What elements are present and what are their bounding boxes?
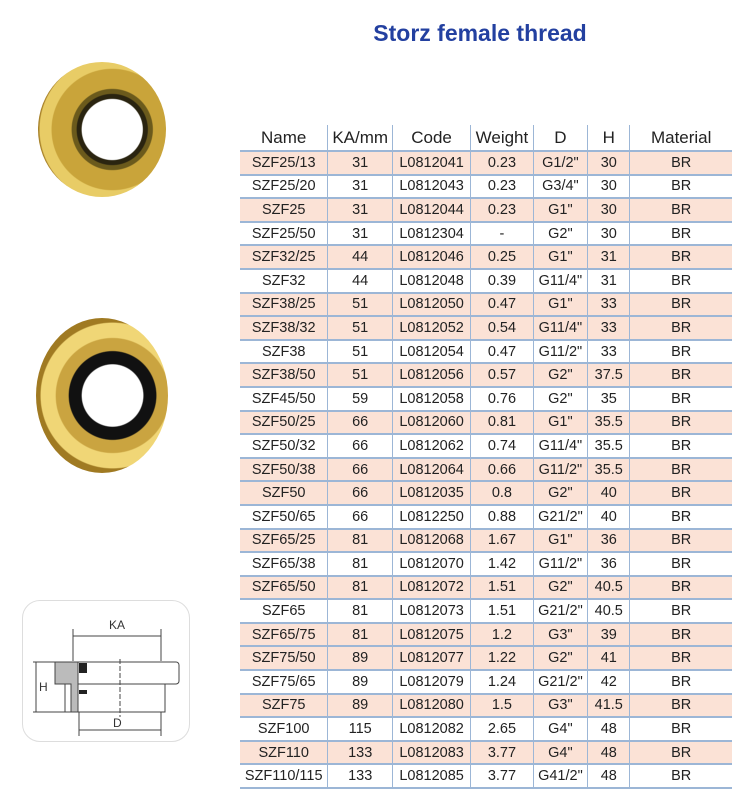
table-cell: L0812041 [392,151,470,175]
table-row [240,175,732,199]
table-cell: 1.24 [471,670,533,694]
table-cell: 1.51 [471,576,533,600]
table-row [240,646,732,670]
table-cell: BR [630,529,732,553]
table-cell: L0812075 [392,623,470,647]
table-cell: G3" [533,694,587,718]
table-cell: G1" [533,411,587,435]
table-cell: SZF50/25 [240,411,328,435]
table-cell: 133 [328,741,393,765]
table-row [240,694,732,718]
table-cell: L0812035 [392,481,470,505]
table-cell: BR [630,316,732,340]
table-cell: L0812058 [392,387,470,411]
column-header: Name [240,125,328,151]
table-cell: 35.5 [588,458,630,482]
table-cell: 81 [328,599,393,623]
table-cell: 0.23 [471,198,533,222]
table-cell: 48 [588,741,630,765]
table-cell: SZF75 [240,694,328,718]
table-cell: SZF38 [240,340,328,364]
table-row [240,764,732,788]
table-cell: G11/2" [533,340,587,364]
page-title: Storz female thread [373,20,587,46]
table-cell: 59 [328,387,393,411]
table-cell: SZF110/115 [240,764,328,788]
table-cell: G11/2" [533,458,587,482]
table-cell: 115 [328,717,393,741]
table-cell: SZF50/38 [240,458,328,482]
table-cell: SZF100 [240,717,328,741]
table-cell: G2" [533,363,587,387]
table-cell: G21/2" [533,599,587,623]
h-label: H [39,680,48,694]
table-cell: BR [630,411,732,435]
table-cell: G11/4" [533,316,587,340]
column-header: Weight [471,125,533,151]
table-cell: 36 [588,552,630,576]
table-cell: L0812079 [392,670,470,694]
table-cell: G1/2" [533,151,587,175]
table-cell: G1" [533,245,587,269]
table-cell: L0812048 [392,269,470,293]
column-header: KA/mm [328,125,393,151]
table-cell: 31 [328,175,393,199]
dimension-diagram [22,600,190,742]
table-cell: 0.81 [471,411,533,435]
table-cell: SZF25 [240,198,328,222]
table-cell: 44 [328,245,393,269]
table-row [240,222,732,246]
table-cell: 41 [588,646,630,670]
table-cell: SZF65/25 [240,529,328,553]
table-cell: 1.42 [471,552,533,576]
ka-label: KA [109,618,126,632]
table-cell: 3.77 [471,741,533,765]
table-cell: L0812085 [392,764,470,788]
table-cell: 133 [328,764,393,788]
table-cell: G2" [533,222,587,246]
table-cell: L0812043 [392,175,470,199]
table-cell: SZF110 [240,741,328,765]
table-cell: 89 [328,646,393,670]
table-cell: SZF75/65 [240,670,328,694]
table-cell: SZF65 [240,599,328,623]
table-cell: L0812056 [392,363,470,387]
table-row [240,269,732,293]
table-cell: 0.47 [471,340,533,364]
table-cell: L0812044 [392,198,470,222]
table-row [240,576,732,600]
table-cell: 81 [328,576,393,600]
table-cell: L0812077 [392,646,470,670]
table-cell: SZF45/50 [240,387,328,411]
table-cell: 51 [328,316,393,340]
table-cell: 0.74 [471,434,533,458]
table-cell: 30 [588,222,630,246]
table-cell: L0812072 [392,576,470,600]
table-cell: L0812082 [392,717,470,741]
table-row [240,411,732,435]
table-cell: 1.22 [471,646,533,670]
table-cell: 0.57 [471,363,533,387]
column-header: Code [392,125,470,151]
table-cell: BR [630,764,732,788]
table-cell: L0812083 [392,741,470,765]
table-cell: 0.25 [471,245,533,269]
table-cell: BR [630,505,732,529]
table-cell: 30 [588,151,630,175]
d-label: D [113,716,122,730]
table-cell: BR [630,576,732,600]
table-cell: BR [630,434,732,458]
table-cell: 81 [328,552,393,576]
table-cell: 31 [588,245,630,269]
table-cell: 1.5 [471,694,533,718]
table-cell: G3/4" [533,175,587,199]
table-cell: BR [630,481,732,505]
table-cell: L0812050 [392,293,470,317]
table-cell: BR [630,198,732,222]
table-cell: 66 [328,434,393,458]
table-cell: BR [630,363,732,387]
table-row [240,599,732,623]
table-cell: BR [630,670,732,694]
table-cell: BR [630,245,732,269]
table-cell: SZF38/25 [240,293,328,317]
table-cell: 41.5 [588,694,630,718]
table-cell: 0.23 [471,151,533,175]
table-cell: 40 [588,505,630,529]
table-cell: G11/2" [533,552,587,576]
coupling-photo-angled [36,318,168,473]
table-cell: 48 [588,717,630,741]
table-cell: 51 [328,293,393,317]
table-cell: SZF50 [240,481,328,505]
table-cell: L0812068 [392,529,470,553]
table-cell: L0812064 [392,458,470,482]
table-cell: 89 [328,694,393,718]
table-row [240,245,732,269]
table-cell: 40 [588,481,630,505]
table-cell: L0812054 [392,340,470,364]
table-cell: SZF32/25 [240,245,328,269]
column-header: Material [630,125,732,151]
table-cell: 66 [328,411,393,435]
product-table [240,125,732,789]
table-cell: 1.51 [471,599,533,623]
table-cell: L0812080 [392,694,470,718]
table-cell: SZF65/38 [240,552,328,576]
table-cell: BR [630,458,732,482]
table-cell: 66 [328,505,393,529]
table-row [240,340,732,364]
table-cell: 0.66 [471,458,533,482]
table-row [240,458,732,482]
table-cell: 33 [588,316,630,340]
column-header: D [533,125,587,151]
table-cell: 0.23 [471,175,533,199]
coupling-photo-front [38,62,166,197]
table-row [240,434,732,458]
table-cell: SZF75/50 [240,646,328,670]
table-cell: 31 [328,222,393,246]
table-cell: SZF38/32 [240,316,328,340]
table-cell: 33 [588,340,630,364]
table-cell: G1" [533,293,587,317]
table-cell: 0.39 [471,269,533,293]
table-cell: G3" [533,623,587,647]
column-header: H [588,125,630,151]
table-cell: BR [630,623,732,647]
table-cell: 35 [588,387,630,411]
table-cell: G2" [533,387,587,411]
table-cell: G1" [533,198,587,222]
table-cell: BR [630,552,732,576]
table-row [240,717,732,741]
table-cell: 81 [328,623,393,647]
table-cell: 35.5 [588,411,630,435]
table-cell: 1.2 [471,623,533,647]
table-cell: 31 [588,269,630,293]
table-cell: 2.65 [471,717,533,741]
table-cell: G21/2" [533,505,587,529]
table-cell: 0.47 [471,293,533,317]
table-cell: G4" [533,741,587,765]
table-cell: 31 [328,198,393,222]
table-cell: 31 [328,151,393,175]
table-row [240,293,732,317]
table-cell: SZF65/50 [240,576,328,600]
table-cell: G21/2" [533,670,587,694]
table-cell: SZF32 [240,269,328,293]
table-cell: SZF50/65 [240,505,328,529]
table-cell: 51 [328,363,393,387]
table-row [240,741,732,765]
table-cell: BR [630,741,732,765]
table-cell: 40.5 [588,599,630,623]
table-cell: SZF25/13 [240,151,328,175]
table-cell: 42 [588,670,630,694]
table-cell: 40.5 [588,576,630,600]
table-cell: L0812062 [392,434,470,458]
table-cell: L0812250 [392,505,470,529]
table-cell: BR [630,151,732,175]
table-cell: G4" [533,717,587,741]
table-cell: 37.5 [588,363,630,387]
table-row [240,198,732,222]
table-cell: G11/4" [533,269,587,293]
table-cell: L0812052 [392,316,470,340]
table-cell: BR [630,694,732,718]
table-cell: 35.5 [588,434,630,458]
table-cell: G2" [533,481,587,505]
table-cell: BR [630,599,732,623]
table-row [240,363,732,387]
table-cell: - [471,222,533,246]
table-row [240,552,732,576]
table-cell: BR [630,222,732,246]
table-cell: 51 [328,340,393,364]
table-cell: BR [630,175,732,199]
table-cell: G11/4" [533,434,587,458]
table-cell: SZF50/32 [240,434,328,458]
table-cell: 33 [588,293,630,317]
table-cell: SZF25/20 [240,175,328,199]
table-cell: L0812304 [392,222,470,246]
table-cell: L0812073 [392,599,470,623]
table-cell: 30 [588,175,630,199]
table-cell: 36 [588,529,630,553]
table-cell: 48 [588,764,630,788]
table-cell: 44 [328,269,393,293]
table-cell: BR [630,646,732,670]
table-cell: 1.67 [471,529,533,553]
table-cell: 3.77 [471,764,533,788]
table-row [240,529,732,553]
table-cell: 0.88 [471,505,533,529]
table-row [240,387,732,411]
table-cell: BR [630,293,732,317]
table-cell: G2" [533,576,587,600]
table-cell: 0.76 [471,387,533,411]
table-cell: L0812070 [392,552,470,576]
table-cell: BR [630,269,732,293]
table-header [240,125,732,151]
table-row [240,316,732,340]
table-cell: G1" [533,529,587,553]
table-cell: SZF25/50 [240,222,328,246]
table-row [240,505,732,529]
table-cell: G41/2" [533,764,587,788]
table-cell: SZF38/50 [240,363,328,387]
table-cell: 39 [588,623,630,647]
table-cell: 81 [328,529,393,553]
table-row [240,623,732,647]
table-cell: BR [630,340,732,364]
table-cell: SZF65/75 [240,623,328,647]
table-cell: L0812046 [392,245,470,269]
table-cell: BR [630,717,732,741]
table-cell: 89 [328,670,393,694]
table-cell: 66 [328,481,393,505]
table-cell: 0.8 [471,481,533,505]
table-row [240,670,732,694]
table-cell: 66 [328,458,393,482]
table-cell: G2" [533,646,587,670]
table-row [240,151,732,175]
table-cell: 0.54 [471,316,533,340]
table-row [240,481,732,505]
table-cell: 30 [588,198,630,222]
table-cell: BR [630,387,732,411]
table-cell: L0812060 [392,411,470,435]
